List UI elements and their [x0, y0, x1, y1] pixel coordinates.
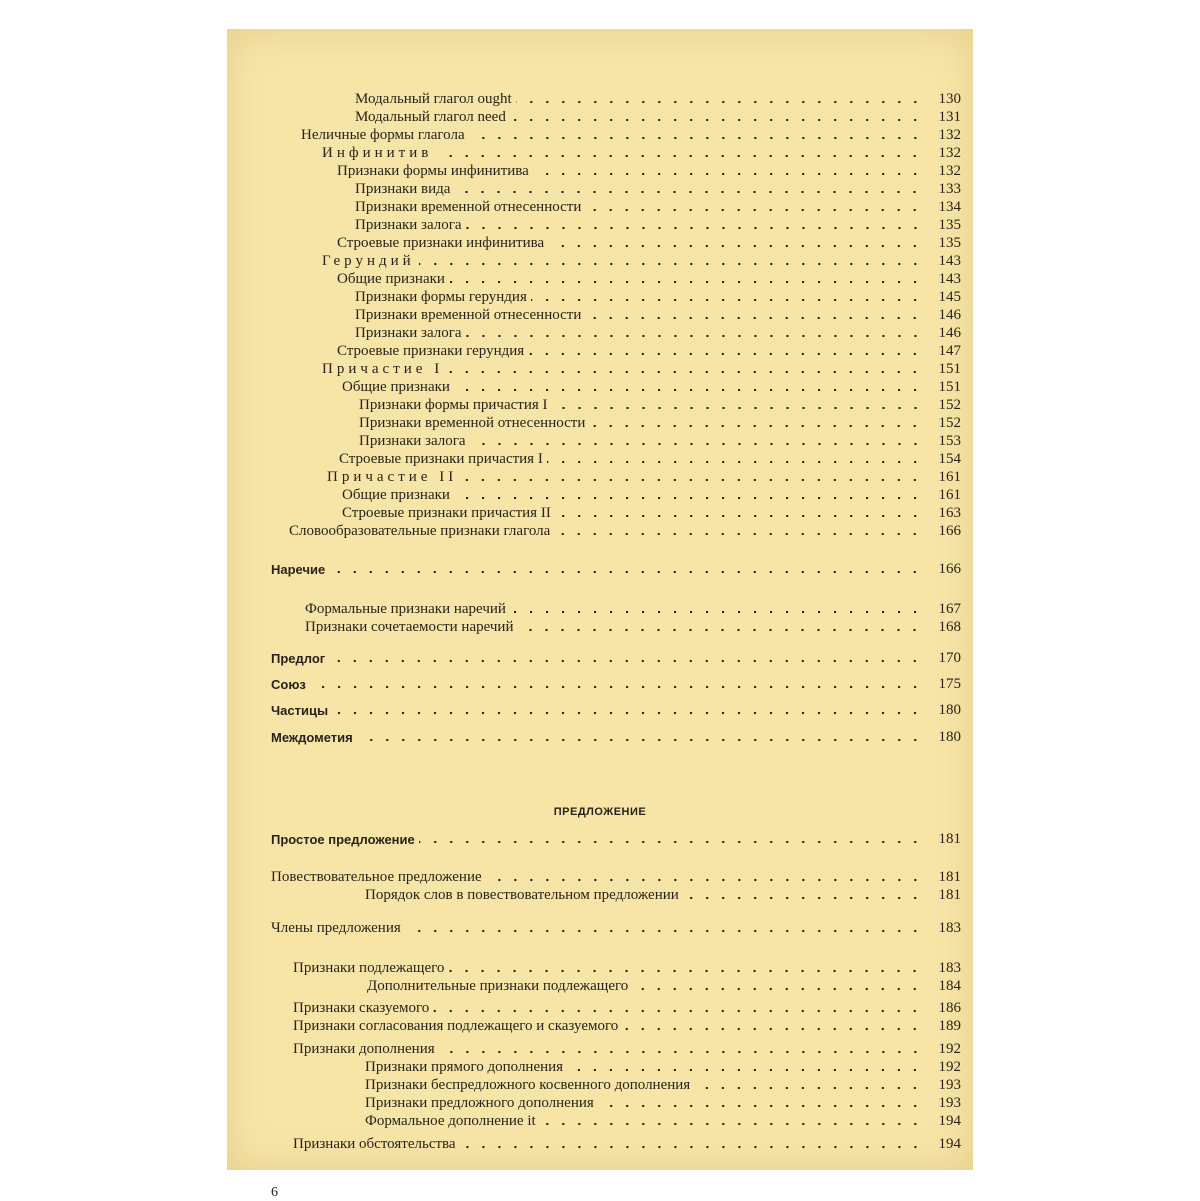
toc-entry-page: 161	[938, 469, 961, 485]
toc-entry	[271, 728, 961, 746]
toc-entry	[289, 522, 961, 540]
toc-entry	[365, 1076, 961, 1094]
toc-entry-title: Частицы	[271, 703, 329, 718]
toc-entry-title: Признаки временной отнесенности	[355, 307, 582, 323]
dot-leader	[585, 316, 923, 320]
toc-entry	[355, 108, 961, 126]
toc-entry	[271, 649, 961, 667]
dot-leader	[466, 226, 923, 230]
toc-entry-title: Общие признаки	[342, 487, 450, 503]
dot-leader	[585, 208, 923, 212]
dot-leader	[329, 659, 923, 663]
toc-entry-title: Признаки предложного дополнения	[365, 1095, 594, 1111]
toc-entry-page: 135	[938, 235, 961, 251]
toc-entry	[293, 1040, 961, 1058]
page-number: 6	[271, 1185, 278, 1200]
toc-entry-page: 167	[938, 601, 961, 617]
dot-leader	[310, 685, 923, 689]
dot-leader	[448, 969, 923, 973]
dot-leader	[461, 478, 923, 482]
toc-entry-title: Общие признаки	[342, 379, 450, 395]
dot-leader	[454, 496, 923, 500]
toc-entry-page: 183	[938, 920, 961, 936]
dot-leader	[567, 1068, 923, 1072]
toc-entry	[271, 868, 961, 886]
dot-leader	[598, 1104, 923, 1108]
dot-leader	[447, 370, 923, 374]
toc-entry-title: Порядок слов в повествовательном предложении	[365, 887, 679, 903]
toc-entry	[342, 486, 961, 504]
toc-entry-page: 189	[938, 1018, 961, 1034]
section-heading: ПРЕДЛОЖЕНИЕ	[553, 806, 647, 818]
dot-leader	[531, 298, 923, 302]
toc-entry-page: 132	[938, 145, 961, 161]
toc-entry-title: Признаки дополнения	[293, 1041, 435, 1057]
toc-entry-page: 181	[938, 887, 961, 903]
toc-entry-title: Повествовательное предложение	[271, 869, 482, 885]
toc-entry-page: 181	[938, 831, 961, 847]
toc-entry	[322, 144, 961, 162]
toc-entry	[337, 162, 961, 180]
dot-leader	[510, 118, 923, 122]
toc-entry-title: Признаки формы герундия	[355, 289, 527, 305]
dot-leader	[632, 987, 923, 991]
toc-entry-page: 153	[938, 433, 961, 449]
toc-entry-page: 135	[938, 217, 961, 233]
toc-entry-title: Признаки формы инфинитива	[337, 163, 529, 179]
dot-leader	[469, 136, 923, 140]
toc-entry	[355, 288, 961, 306]
dot-leader	[548, 244, 923, 248]
toc-entry	[355, 198, 961, 216]
toc-entry	[355, 324, 961, 342]
toc-entry-title: Признаки сочетаемости наречий	[305, 619, 514, 635]
toc-entry-title: Наречие	[271, 562, 326, 577]
toc-entry-page: 130	[938, 91, 961, 107]
toc-entry-title: Признаки залога	[355, 217, 462, 233]
toc-entry	[365, 886, 961, 904]
toc-entry-title: Союз	[271, 677, 306, 692]
dot-leader	[547, 460, 923, 464]
toc-entry	[339, 450, 961, 468]
toc-entry-page: 151	[938, 379, 961, 395]
toc-entry-title: Причастие II	[327, 469, 458, 485]
dot-leader	[555, 514, 923, 518]
dot-leader	[433, 1009, 923, 1013]
toc-entry-title: Признаки залога	[359, 433, 466, 449]
toc-entry-page: 194	[938, 1136, 961, 1152]
dot-leader	[510, 610, 923, 614]
dot-leader	[436, 154, 923, 158]
toc-entry-page: 183	[938, 960, 961, 976]
toc-entry-title: Герундий	[322, 253, 415, 269]
dot-leader	[533, 172, 923, 176]
toc-entry-page: 194	[938, 1113, 961, 1129]
toc-entry	[293, 1135, 961, 1153]
toc-entry	[271, 675, 961, 693]
toc-entry-page: 132	[938, 163, 961, 179]
toc-entry-page: 151	[938, 361, 961, 377]
toc-entry-title: Признаки обстоятельства	[293, 1136, 456, 1152]
toc-entry	[271, 830, 961, 848]
toc-entry	[322, 360, 961, 378]
toc-entry-title: Члены предложения	[271, 920, 401, 936]
toc-entry-page: 193	[938, 1095, 961, 1111]
toc-entry-title: Дополнительные признаки подлежащего	[367, 978, 629, 994]
book-page	[227, 29, 973, 1200]
toc-entry-page: 134	[938, 199, 961, 215]
toc-entry-page: 143	[938, 253, 961, 269]
toc-entry-title: Признаки согласования подлежащего и сказуемого	[293, 1018, 619, 1034]
dot-leader	[516, 100, 923, 104]
toc-entry	[305, 600, 961, 618]
toc-entry-title: Формальное дополнение it	[365, 1113, 536, 1129]
toc-entry-title: Признаки залога	[355, 325, 462, 341]
toc-entry-title: Признаки временной отнесенности	[359, 415, 586, 431]
toc-entry-title: Формальные признаки наречий	[305, 601, 506, 617]
toc-entry-title: Признаки вида	[355, 181, 451, 197]
toc-entry-page: 192	[938, 1059, 961, 1075]
dot-leader	[439, 1050, 923, 1054]
toc-entry-title: Предлог	[271, 651, 326, 666]
toc-entry-title: Строевые признаки герундия	[337, 343, 525, 359]
toc-entry-title: Признаки прямого дополнения	[365, 1059, 564, 1075]
toc-entry-page: 146	[938, 325, 961, 341]
dot-leader	[460, 1145, 923, 1149]
toc-entry-title: Признаки подлежащего	[293, 960, 445, 976]
toc-entry-title: Признаки беспредложного косвенного дополнения	[365, 1077, 691, 1093]
dot-leader	[470, 442, 923, 446]
dot-leader	[357, 738, 923, 742]
toc-entry	[355, 90, 961, 108]
toc-entry-title: Строевые признаки инфинитива	[337, 235, 545, 251]
toc-entry-page: 132	[938, 127, 961, 143]
dot-leader	[540, 1122, 923, 1126]
toc-entry	[359, 414, 961, 432]
toc-entry-page: 168	[938, 619, 961, 635]
toc-entry-page: 133	[938, 181, 961, 197]
toc-entry-page: 192	[938, 1041, 961, 1057]
toc-entry-title: Строевые признаки причастия II	[342, 505, 551, 521]
toc-entry	[365, 1094, 961, 1112]
toc-entry-page: 161	[938, 487, 961, 503]
dot-leader	[528, 352, 923, 356]
toc-entry-title: Простое предложение	[271, 832, 415, 847]
toc-entry	[355, 180, 961, 198]
dot-leader	[332, 711, 923, 715]
toc-entry-page: 186	[938, 1000, 961, 1016]
toc-entry-title: Признаки временной отнесенности	[355, 199, 582, 215]
toc-entry-title: Причастие I	[322, 361, 444, 377]
toc-entry-page: 175	[938, 676, 961, 692]
toc-entry-page: 145	[938, 289, 961, 305]
toc-entry	[355, 216, 961, 234]
toc-entry-title: Строевые признаки причастия I	[339, 451, 543, 467]
toc-entry-page: 131	[938, 109, 961, 125]
toc-entry-page: 147	[938, 343, 961, 359]
toc-entry-page: 143	[938, 271, 961, 287]
toc-entry-title: Словообразовательные признаки глагола	[289, 523, 551, 539]
toc-entry-page: 166	[938, 523, 961, 539]
toc-entry	[322, 252, 961, 270]
toc-entry	[359, 396, 961, 414]
toc-entry-page: 166	[938, 561, 961, 577]
toc-entry-title: Междометия	[271, 730, 353, 745]
toc-entry-title: Неличные формы глагола	[301, 127, 465, 143]
toc-entry-page: 180	[938, 702, 961, 718]
toc-entry	[301, 126, 961, 144]
dot-leader	[517, 628, 923, 632]
toc-entry	[337, 342, 961, 360]
toc-entry	[367, 977, 961, 995]
toc-entry	[337, 270, 961, 288]
dot-leader	[454, 388, 923, 392]
toc-entry	[342, 378, 961, 396]
toc-entry	[271, 701, 961, 719]
toc-entry-page: 154	[938, 451, 961, 467]
toc-entry	[342, 504, 961, 522]
dot-leader	[694, 1086, 923, 1090]
toc-entry	[271, 919, 961, 937]
toc-entry-page: 180	[938, 729, 961, 745]
dot-leader	[419, 840, 923, 844]
toc-entry	[359, 432, 961, 450]
dot-leader	[552, 406, 924, 410]
toc-entry	[327, 468, 961, 486]
dot-leader	[454, 190, 923, 194]
dot-leader	[329, 570, 923, 574]
dot-leader	[622, 1027, 923, 1031]
toc-entry	[293, 999, 961, 1017]
toc-entry-page: 193	[938, 1077, 961, 1093]
dot-leader	[449, 280, 923, 284]
toc-entry	[293, 1017, 961, 1035]
toc-entry-page: 181	[938, 869, 961, 885]
toc-entry	[305, 618, 961, 636]
toc-entry-title: Признаки сказуемого	[293, 1000, 430, 1016]
toc-entry	[337, 234, 961, 252]
dot-leader	[466, 334, 923, 338]
toc-entry-title: Модальный глагол need	[355, 109, 506, 125]
toc-entry-page: 152	[938, 415, 961, 431]
toc-entry	[293, 959, 961, 977]
dot-leader	[419, 262, 923, 266]
toc-entry-page: 170	[938, 650, 961, 666]
toc-entry	[271, 560, 961, 578]
toc-entry	[365, 1112, 961, 1130]
toc-entry	[355, 306, 961, 324]
toc-entry-title: Инфинитив	[322, 145, 433, 161]
toc-entry-page: 184	[938, 978, 961, 994]
toc-entry-title: Модальный глагол ought	[355, 91, 512, 107]
dot-leader	[486, 878, 923, 882]
toc-entry-title: Признаки формы причастия I	[359, 397, 548, 413]
toc-entry-page: 146	[938, 307, 961, 323]
dot-leader	[589, 424, 923, 428]
toc-entry-page: 163	[938, 505, 961, 521]
toc-entry-page: 152	[938, 397, 961, 413]
toc-entry	[365, 1058, 961, 1076]
dot-leader	[683, 896, 923, 900]
dot-leader	[405, 929, 923, 933]
toc-entry-title: Общие признаки	[337, 271, 445, 287]
dot-leader	[554, 532, 923, 536]
